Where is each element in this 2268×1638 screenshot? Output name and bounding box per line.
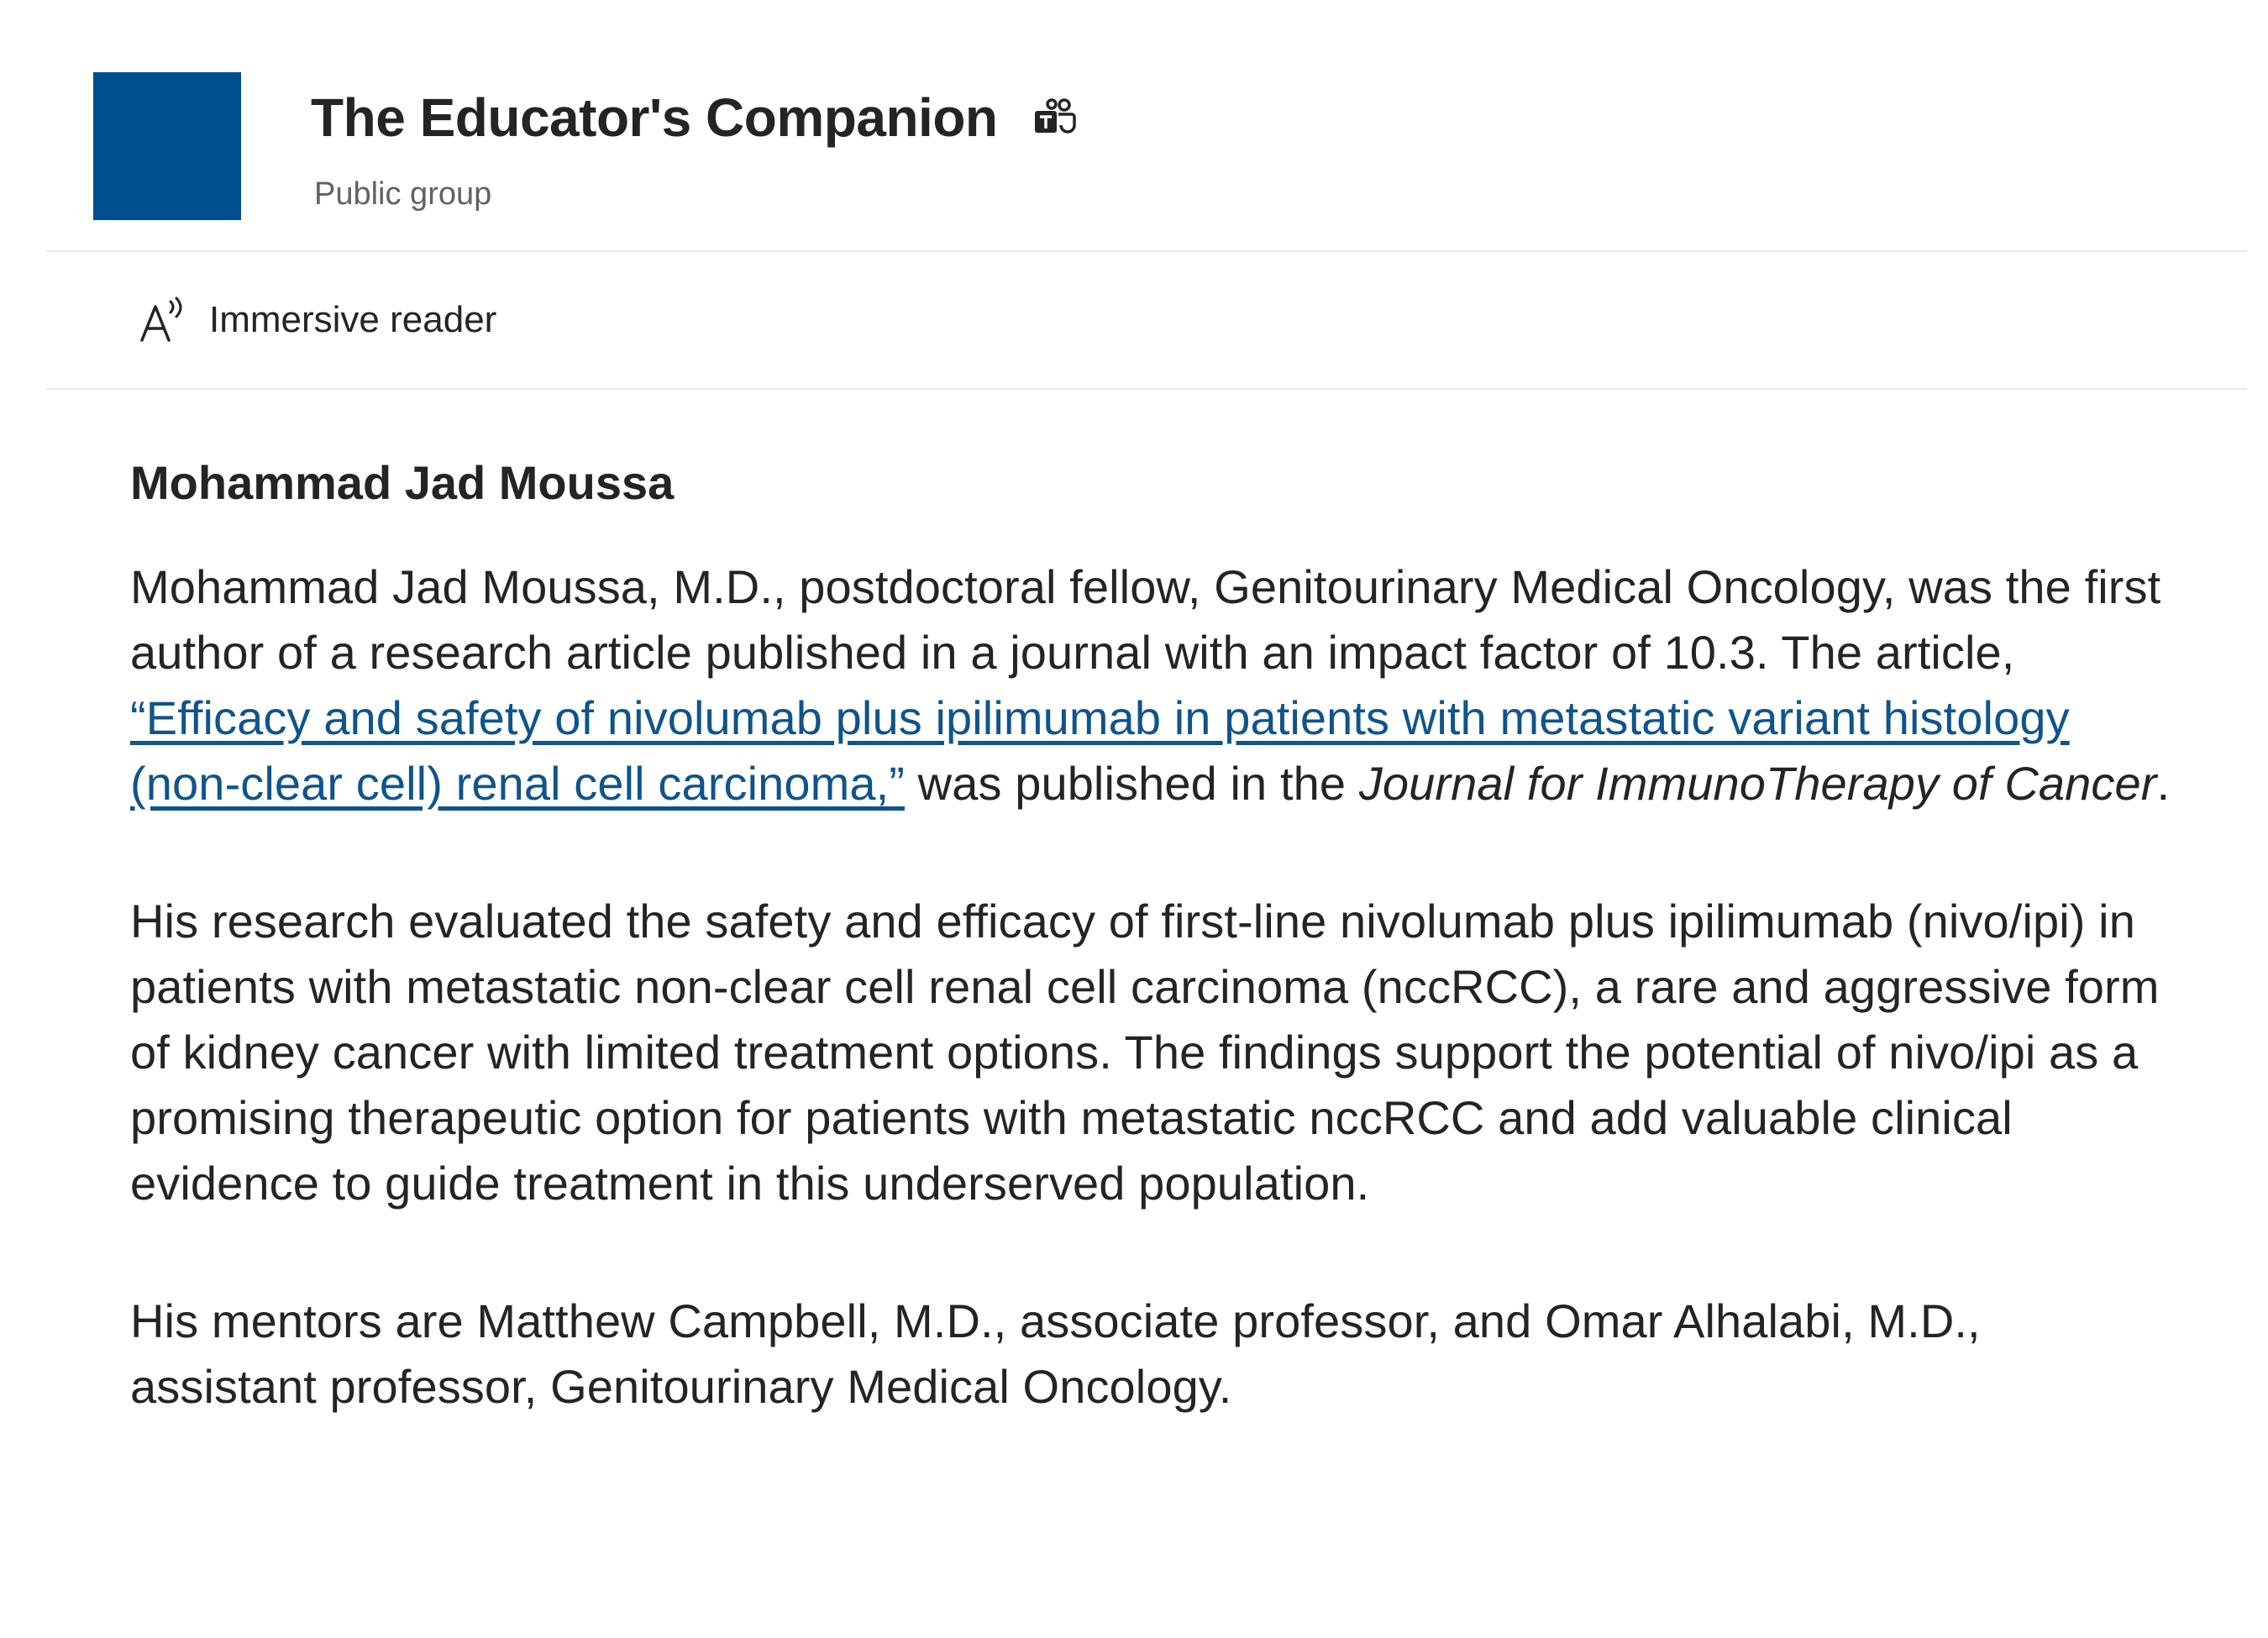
article-paragraph-2: His research evaluated the safety and efficacy of first-line nivolumab plus ipilimumab (nivo/ipi) in patients with metastatic non-clear cell renal cell carcinoma (nccRCC), a rare and aggressive form of kidney cancer with limited treatment options. The findings support the potential of nivo/ipi as a promising therapeutic option for patients with metastatic nccRCC and add valuable clinical evidence to guide treatment in this underserved population. bbox=[130, 895, 2160, 1210]
group-name[interactable]: The Educator's Companion bbox=[311, 87, 998, 148]
journal-name: Journal for ImmunoTherapy of Cancer bbox=[1358, 757, 2157, 810]
paragraph-text: . bbox=[2156, 757, 2171, 810]
paragraph-text: was published in the bbox=[905, 757, 1359, 810]
group-header bbox=[0, 0, 2268, 252]
article-paragraph-1 bbox=[130, 554, 2180, 816]
immersive-reader-button[interactable] bbox=[139, 290, 496, 350]
immersive-reader-label: Immersive reader bbox=[209, 299, 497, 340]
article-body bbox=[130, 445, 2180, 1492]
group-type: Public group bbox=[314, 176, 492, 212]
paragraph-text: Mohammad Jad Moussa, M.D., postdoctoral fellow, Genitourinary Medical Oncology, was the first author of a research article published in a journal with an impact factor of 10.3. The article, bbox=[130, 560, 2161, 679]
toolbar-divider bbox=[46, 388, 2247, 390]
header-divider bbox=[46, 250, 2247, 252]
group-logo[interactable] bbox=[93, 72, 241, 220]
article-title: Mohammad Jad Moussa bbox=[130, 456, 675, 509]
group-title-row bbox=[311, 84, 1077, 151]
immersive-reader-icon bbox=[139, 297, 187, 344]
article-link[interactable]: “Efficacy and safety of nivolumab plus ipilimumab in patients with metastatic variant histology (non-clear cell) renal cell carcinoma,” bbox=[130, 691, 2070, 810]
teams-icon[interactable] bbox=[1033, 97, 1077, 138]
article-paragraph-3: His mentors are Matthew Campbell, M.D., associate professor, and Omar Alhalabi, M.D., assistant professor, Genitourinary Medical Oncology. bbox=[130, 1294, 1981, 1413]
